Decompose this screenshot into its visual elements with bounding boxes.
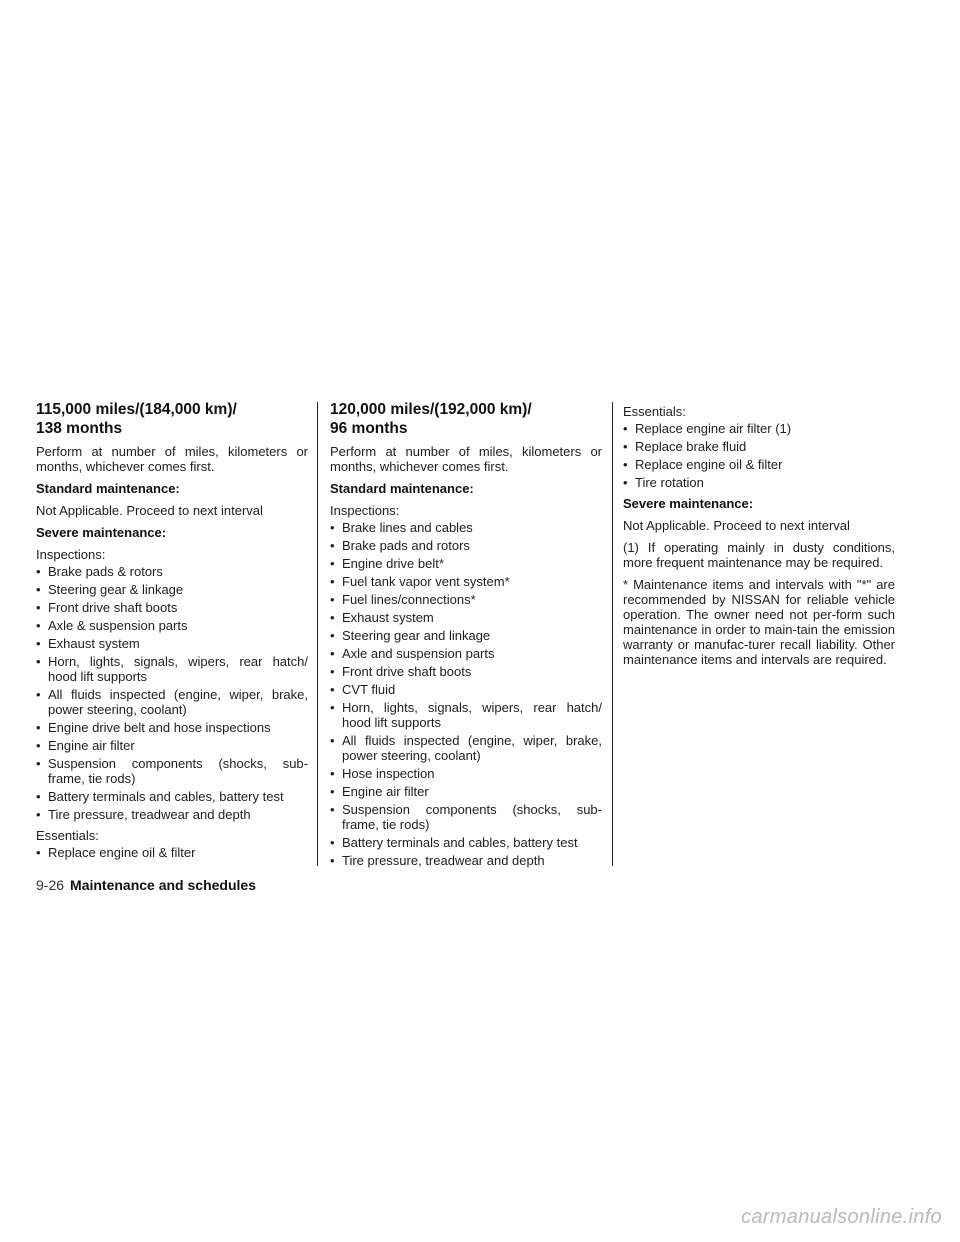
list-item: • Replace brake fluid [623,439,895,454]
intro-text: Perform at number of miles, kilometers or months, whichever comes first. [36,444,308,474]
essentials-label: Essentials: [623,404,686,419]
interval-heading-115k: 115,000 miles/(184,000 km)/ 138 months [36,401,237,437]
essentials-list [36,845,308,860]
dusty-conditions-note: (1) If operating mainly in dusty conditions, more frequent maintenance may be required. [623,540,895,570]
asterisk-note: * Maintenance items and intervals with "*" are recommended by NISSAN for reliable vehicle operation. The owner need not per-form such maintenance in order to main-tain the emission warranty or manufac-turer recall liability. Other maintenance items and intervals are required. [623,577,895,667]
column-120k-continued [623,404,895,674]
list-item: • Battery terminals and cables, battery test [36,789,308,804]
list-item: • Tire pressure, treadwear and depth [36,807,308,822]
list-item: • Horn, lights, signals, wipers, rear hatch/ hood lift supports [36,654,308,684]
standard-maintenance-text: Not Applicable. Proceed to next interval [36,503,263,518]
list-item: • Suspension components (shocks, sub-frame, tie rods) [36,756,308,786]
list-item: • Engine air filter [330,784,602,799]
list-item: • Suspension components (shocks, sub-frame, tie rods) [330,802,602,832]
standard-maintenance-label: Standard maintenance: [36,481,180,496]
list-item: • Tire pressure, treadwear and depth [330,853,602,868]
inspections-list [36,564,308,822]
page-footer [36,877,256,894]
list-item: • Replace engine oil & filter [623,457,895,472]
column-divider-2 [612,402,613,866]
standard-maintenance-label: Standard maintenance: [330,481,474,496]
list-item: • Engine air filter [36,738,308,753]
inspections-label: Inspections: [330,503,400,518]
list-item: • Steering gear and linkage [330,628,602,643]
list-item: • Exhaust system [330,610,602,625]
list-item: • All fluids inspected (engine, wiper, brake, power steering, coolant) [36,687,308,717]
list-item: • Brake lines and cables [330,520,602,535]
list-item: • Battery terminals and cables, battery test [330,835,602,850]
list-item: • Front drive shaft boots [330,664,602,679]
column-115k [36,400,308,866]
list-item: • All fluids inspected (engine, wiper, brake, power steering, coolant) [330,733,602,763]
inspections-label: Inspections: [36,547,106,562]
essentials-label: Essentials: [36,828,99,843]
list-item: • Axle & suspension parts [36,618,308,633]
interval-heading-120k: 120,000 miles/(192,000 km)/ 96 months [330,401,532,437]
list-item: • Tire rotation [623,475,895,490]
watermark: carmanualsonline.info [741,1206,942,1228]
list-item: • CVT fluid [330,682,602,697]
column-120k [330,400,602,874]
list-item: • Brake pads and rotors [330,538,602,553]
list-item: • Exhaust system [36,636,308,651]
column-divider-1 [317,402,318,866]
severe-maintenance-label: Severe maintenance: [623,496,754,511]
list-item: • Replace engine oil & filter [36,845,308,860]
list-item: • Engine drive belt* [330,556,602,571]
list-item: • Hose inspection [330,766,602,781]
list-item: • Replace engine air filter (1) [623,421,895,436]
severe-maintenance-text: Not Applicable. Proceed to next interval [623,518,850,533]
inspections-list [330,520,602,868]
list-item: • Brake pads & rotors [36,564,308,579]
list-item: • Fuel lines/connections* [330,592,602,607]
section-title: Maintenance and schedules [70,877,256,893]
page-number: 9-26 [36,877,65,893]
list-item: • Horn, lights, signals, wipers, rear hatch/ hood lift supports [330,700,602,730]
list-item: • Front drive shaft boots [36,600,308,615]
severe-maintenance-label: Severe maintenance: [36,525,167,540]
list-item: • Fuel tank vapor vent system* [330,574,602,589]
list-item: • Axle and suspension parts [330,646,602,661]
intro-text: Perform at number of miles, kilometers or months, whichever comes first. [330,444,602,474]
essentials-list [623,421,895,490]
list-item: • Engine drive belt and hose inspections [36,720,308,735]
list-item: • Steering gear & linkage [36,582,308,597]
